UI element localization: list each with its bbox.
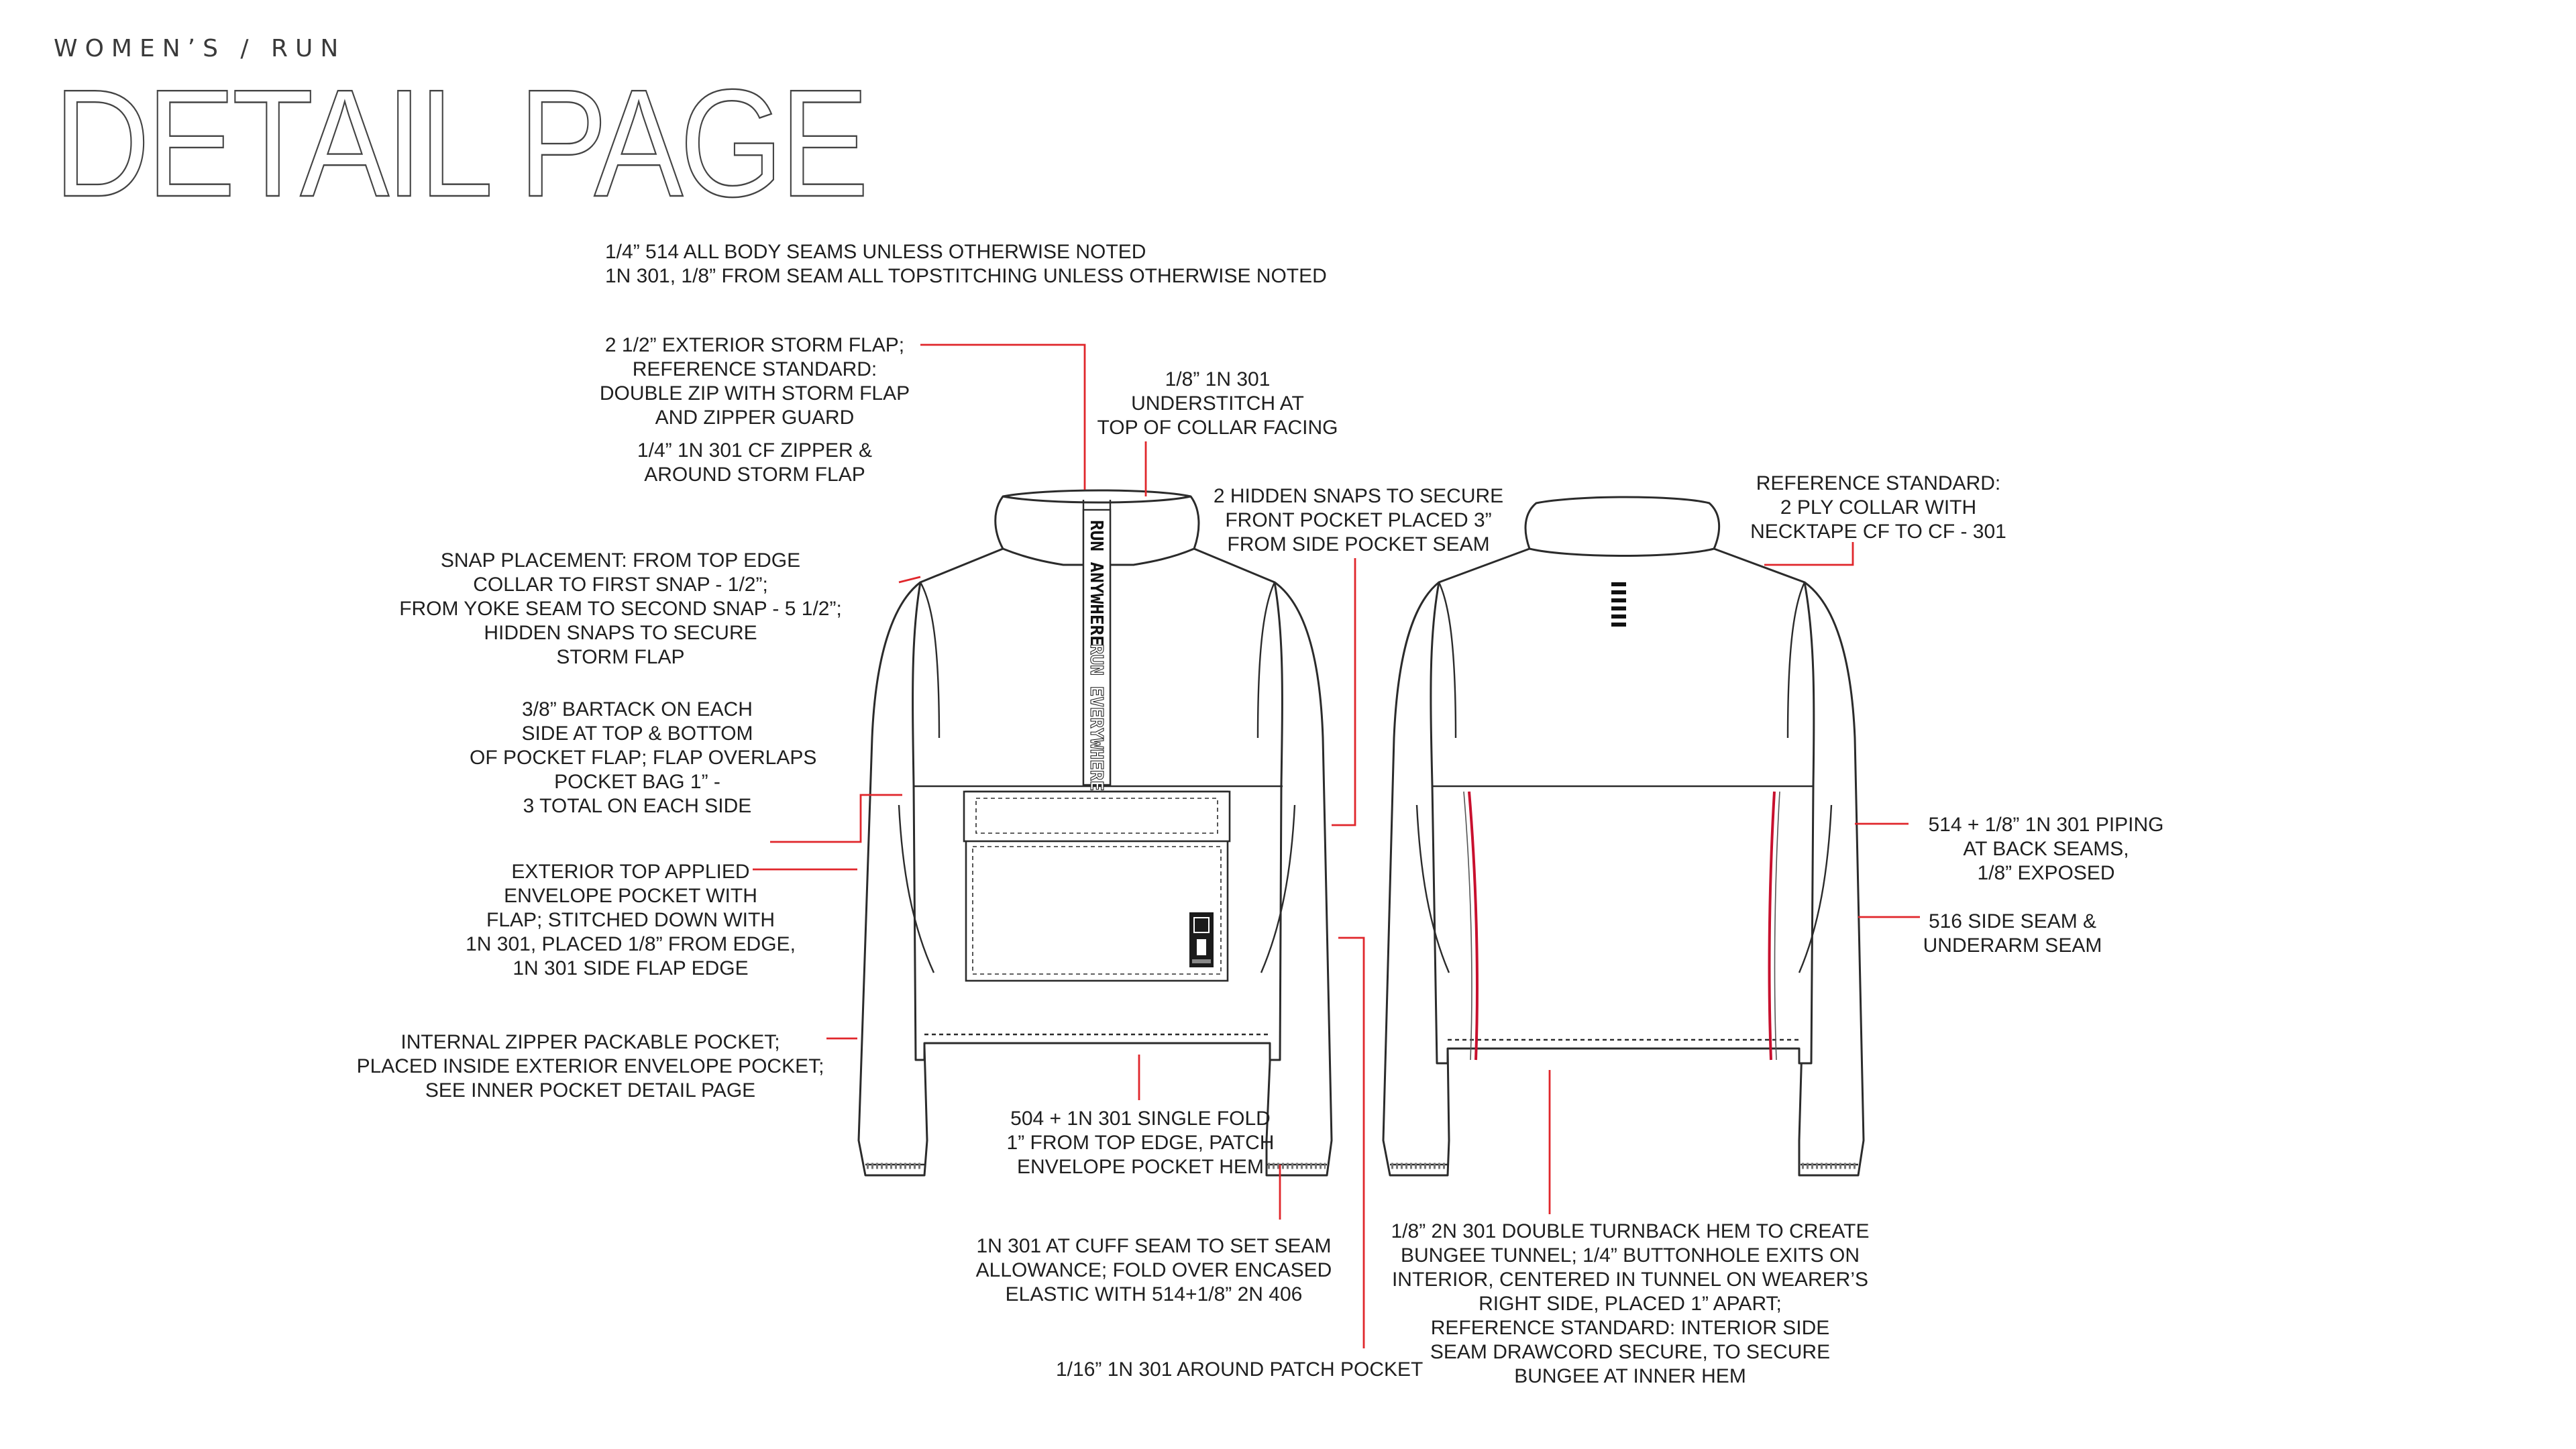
note-piping: 514 + 1/8” 1N 301 PIPING AT BACK SEAMS, 1/8” EXPOSED (1928, 814, 2164, 884)
note-hem: 1/8” 2N 301 DOUBLE TURNBACK HEM TO CREATE BUNGEE TUNNEL; 1/4” BUTTONHOLE EXITS ON INTERIOR, CENTERED IN TUNNEL ON WEARER’S RIGHT SIDE, PLACED 1” APART; REFERENCE STANDARD: INTERIOR SIDE SEAM DRAWCORD SECURE, TO SECURE BUNGEE AT INNER HEM (1391, 1220, 1870, 1387)
note-bartack: 3/8” BARTACK ON EACH SIDE AT TOP & BOTTOM OF POCKET FLAP; FLAP OVERLAPS POCKET BAG 1” - 3 TOTAL ON EACH SIDE (470, 698, 817, 817)
callout-patch-pocket (1338, 938, 1364, 1348)
page-title-text: DETAIL PAGE (54, 58, 865, 215)
note-internal-pocket: INTERNAL ZIPPER PACKABLE POCKET; PLACED INSIDE EXTERIOR ENVELOPE POCKET; SEE INNER POCKET DETAIL PAGE (356, 1031, 824, 1102)
note-side-seam: 516 SIDE SEAM & UNDERARM SEAM (1923, 910, 2102, 957)
callout-hidden-snaps (1332, 558, 1355, 825)
pocket-flap (964, 792, 1230, 841)
note-cf-zipper: 1/4” 1N 301 CF ZIPPER & AROUND STORM FLAP (637, 439, 873, 486)
note-collar: REFERENCE STANDARD: 2 PLY COLLAR WITH NECKTAPE CF TO CF - 301 (1750, 472, 2006, 543)
note-snap-placement: SNAP PLACEMENT: FROM TOP EDGE COLLAR TO FIRST SNAP - 1/2”; FROM YOKE SEAM TO SECOND SNAP - 5 1/2”; HIDDEN SNAPS TO SECURE STORM FLAP (399, 549, 842, 668)
note-hidden-snaps: 2 HIDDEN SNAPS TO SECURE FRONT POCKET PLACED 3” FROM SIDE POCKET SEAM (1213, 485, 1504, 555)
callout-collar (1764, 542, 1853, 565)
front-tape-text-2: RUN EVERYWHERE (1086, 644, 1106, 792)
note-storm-flap: 2 1/2” EXTERIOR STORM FLAP; REFERENCE STANDARD: DOUBLE ZIP WITH STORM FLAP AND ZIPPER GUARD (599, 334, 910, 429)
note-single-fold: 504 + 1N 301 SINGLE FOLD 1” FROM TOP EDGE, PATCH ENVELOPE POCKET HEM (1006, 1108, 1275, 1178)
note-cuff-seam: 1N 301 AT CUFF SEAM TO SET SEAM ALLOWANCE; FOLD OVER ENCASED ELASTIC WITH 514+1/8” 2N 406 (975, 1235, 1332, 1305)
back-collar (1525, 497, 1719, 556)
note-understitch: 1/8” 1N 301 UNDERSTITCH AT TOP OF COLLAR FACING (1097, 368, 1338, 439)
front-tape-text-1: RUN ANYWHERE (1086, 520, 1106, 646)
note-patch-pocket: 1/16” 1N 301 AROUND PATCH POCKET (1056, 1358, 1424, 1381)
note-general: 1/4” 514 ALL BODY SEAMS UNLESS OTHERWISE NOTED 1N 301, 1/8” FROM SEAM ALL TOPSTITCHING UNLESS OTHERWISE NOTED (605, 241, 1327, 287)
breadcrumb: WOMEN’S / RUN (54, 35, 346, 62)
pocket-label-icon (1189, 912, 1214, 967)
callout-snap-placement (899, 577, 920, 582)
callout-storm-flap (920, 345, 1085, 490)
note-envelope-pocket: EXTERIOR TOP APPLIED ENVELOPE POCKET WITH FLAP; STITCHED DOWN WITH 1N 301, PLACED 1/8” FROM EDGE, 1N 301 SIDE FLAP EDGE (466, 861, 796, 979)
